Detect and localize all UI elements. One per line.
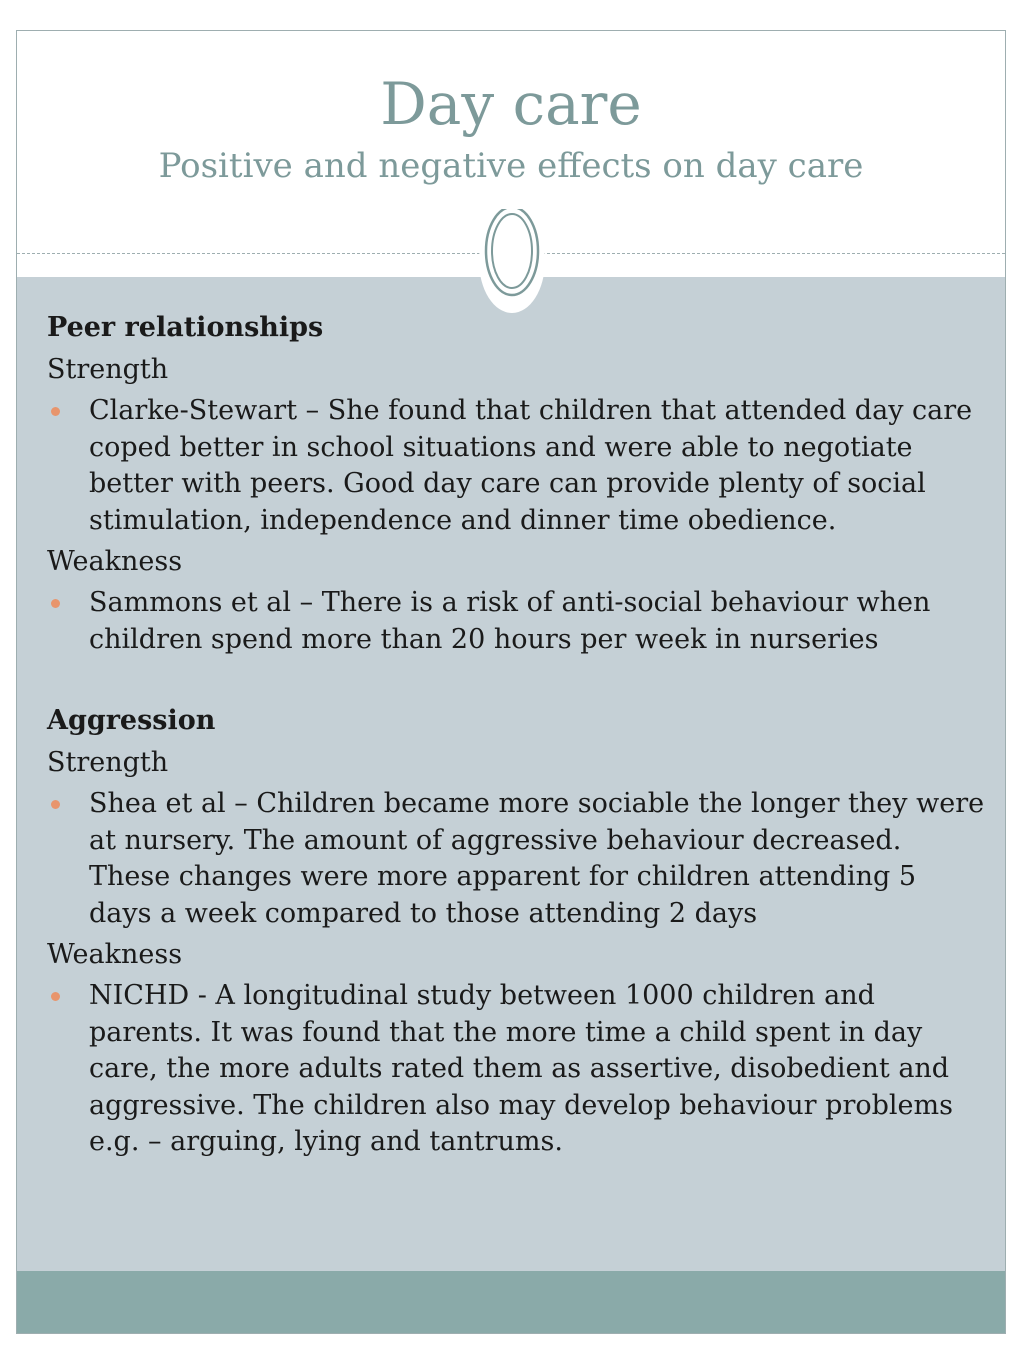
slide-content	[47, 311, 987, 1167]
weakness-label: Weakness	[47, 939, 183, 970]
slide-subtitle: Positive and negative effects on day care	[158, 146, 864, 186]
weakness-label: Weakness	[47, 546, 183, 577]
strength-label: Strength	[47, 747, 169, 778]
footer-bar	[17, 1271, 1005, 1334]
bullet-dot-icon	[51, 800, 60, 809]
bullet-text: Clarke-Stewart – She found that children that attended day care coped better in school situations and were able to negotiate better with peers. Good day care can provide plenty of social stimulation, independence and dinner time obedience.	[89, 395, 973, 536]
slide	[16, 30, 1006, 1334]
slide-title: Day care	[380, 70, 642, 138]
oval-ornament-icon	[479, 209, 545, 313]
bullet-dot-icon	[51, 599, 60, 608]
bullet-dot-icon	[51, 407, 60, 416]
bullet-item	[47, 393, 987, 539]
bullet-item	[47, 585, 987, 658]
strength-label: Strength	[47, 354, 169, 385]
section-heading: Peer relationships	[47, 312, 324, 343]
bullet-text: NICHD - A longitudinal study between 1000 children and parents. It was found that the more time a child spent in day care, the more adults rated them as assertive, disobedient and aggressive. The children also may develop behaviour problems e.g. – arguing, lying and tantrums.	[89, 980, 953, 1157]
bullet-text: Sammons et al – There is a risk of anti-social behaviour when children spend more than 20 hours per week in nurseries	[89, 587, 931, 655]
section-heading: Aggression	[47, 705, 216, 736]
section-spacer	[47, 664, 987, 704]
bullet-item	[47, 978, 987, 1161]
bullet-dot-icon	[51, 992, 60, 1001]
bullet-text: Shea et al – Children became more sociable the longer they were at nursery. The amount of aggressive behaviour decreased. These changes were more apparent for children attending 5 days a week compared to those attending 2 days	[89, 788, 985, 929]
bullet-item	[47, 786, 987, 932]
